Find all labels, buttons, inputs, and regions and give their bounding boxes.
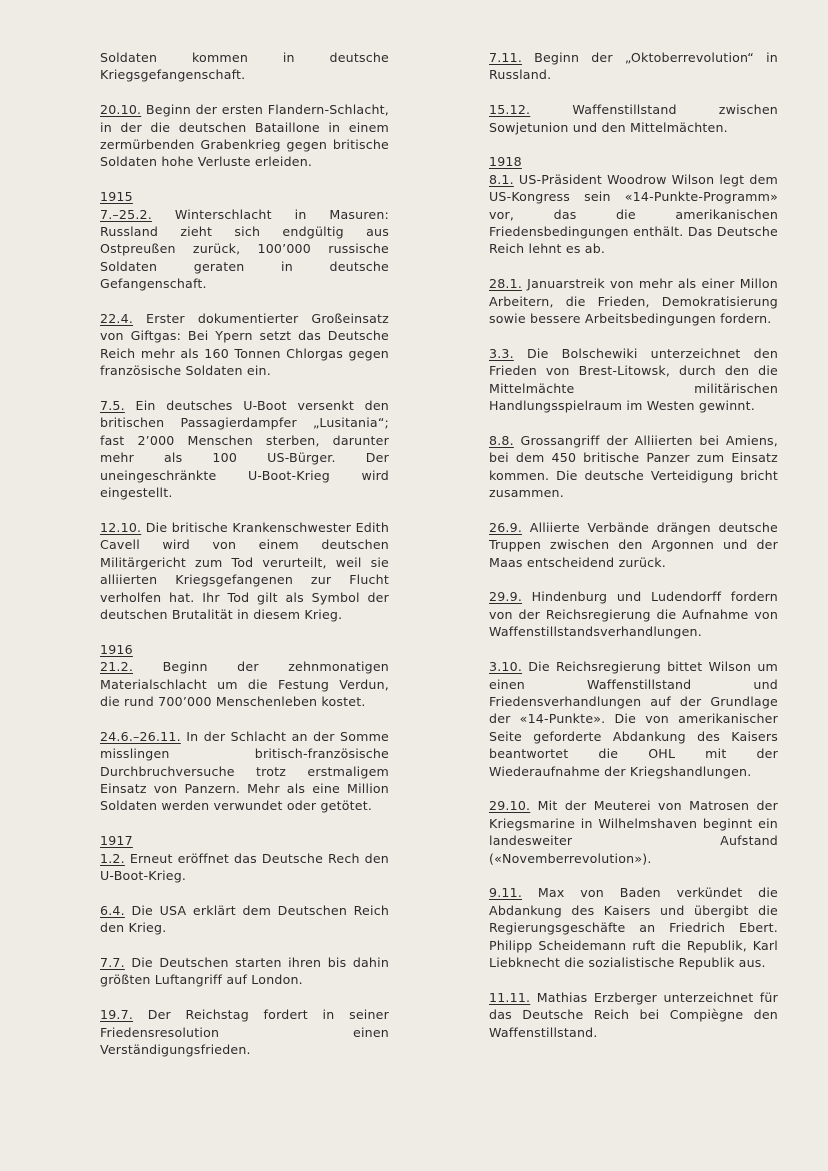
entry-text: Die USA erklärt dem Deutschen Reich den Krieg. [100, 902, 389, 936]
timeline-entry [489, 171, 778, 258]
entry-date: 19.7. [100, 1007, 134, 1023]
entry-text: Winterschlacht in Masuren: Russland zieht sich endgültig aus Ostpreußen zurück, 100’000 russische Soldaten geraten in deutsche Gefangenschaft. [100, 206, 389, 292]
entry-date: 15.12. [489, 102, 531, 118]
entry-text: Soldaten kommen in deutsche Kriegsgefangenschaft. [100, 50, 389, 83]
entry-date: 7.11. [489, 50, 523, 65]
entry-date: 8.8. [489, 432, 514, 448]
year-heading: 1918 [489, 154, 522, 170]
timeline-entry [489, 989, 778, 1041]
timeline-entry [100, 397, 389, 501]
entry-text: Waffenstillstand zwischen Sowjetunion und den Mittelmächten. [489, 102, 778, 135]
entry-text: Grossangriff der Alliierten bei Amiens, bei dem 450 britische Panzer zum Einsatz kommen. Die deutsche Verteidigung bricht zusammen. [489, 432, 778, 501]
year-heading: 1917 [100, 833, 133, 849]
right-column [489, 49, 778, 1058]
timeline-entry [100, 49, 389, 84]
timeline-entry [489, 884, 778, 971]
entry-date: 22.4. [100, 311, 134, 327]
timeline-block [100, 188, 389, 623]
year-heading: 1915 [100, 189, 133, 205]
entry-date: 7.7. [100, 954, 125, 970]
timeline-entry [100, 310, 389, 380]
timeline-entry [489, 588, 778, 640]
entry-date: 21.2. [100, 659, 134, 675]
timeline-entry [100, 1006, 389, 1058]
entry-text: Ein deutsches U-Boot versenkt den britischen Passagierdampfer „Lusitania“; fast 2’000 Menschen sterben, darunter mehr als 100 US-Bürger. Der uneingeschränkte U-Boot-Krieg wird eingestellt. [100, 398, 389, 501]
entry-text: Mit der Meuterei von Matrosen der Kriegsmarine in Wilhelmshaven beginnt ein landesweiter Aufstand («Novemberrevolution»). [489, 798, 778, 866]
timeline-entry [489, 519, 778, 571]
entry-text: Erster dokumentierter Großeinsatz von Giftgas: Bei Ypern setzt das Deutsche Reich mehr als 160 Tonnen Chlorgas gegen französische Soldaten ein. [100, 311, 389, 379]
entry-text: Hindenburg und Ludendorff fordern von der Reichsregierung die Aufnahme von Waffenstillstandsverhandlungen. [489, 589, 778, 640]
entry-date: 28.1. [489, 276, 523, 292]
entry-text: Beginn der zehnmonatigen Materialschlacht um die Festung Verdun, die rund 700’000 Menschenleben kostet. [100, 659, 389, 709]
entry-text: US-Präsident Woodrow Wilson legt dem US-Kongress sein «14-Punkte-Programm» vor, das die amerikanischen Friedensbedingungen enthält. Das Deutsche Reich lehnt es ab. [489, 171, 778, 257]
timeline-entry [100, 850, 389, 885]
timeline-entry [100, 519, 389, 623]
timeline-entry [489, 49, 778, 84]
entry-text: Die britische Krankenschwester Edith Cavell wird von einem deutschen Militärgericht zum Tod verurteilt, weil sie alliierten Kriegsgefangenen zur Flucht verholfen hat. Ihr Tod gilt als Symbol der deutschen Brutalität in diesem Krieg. [100, 519, 389, 622]
timeline-entry [100, 206, 389, 293]
entry-date: 3.10. [489, 659, 523, 675]
entry-text: Mathias Erzberger unterzeichnet für das Deutsche Reich bei Compiègne den Waffenstillstand. [489, 989, 778, 1040]
timeline-entry [100, 658, 389, 710]
entry-date: 26.9. [489, 519, 523, 535]
entry-date: 7.5. [100, 398, 125, 414]
timeline-block [489, 49, 778, 136]
timeline-entry [489, 345, 778, 415]
entry-text: Der Reichstag fordert in seiner Friedensresolution einen Verständigungsfrieden. [100, 1007, 389, 1057]
entry-date: 1.2. [100, 850, 125, 866]
entry-date: 11.11. [489, 989, 531, 1005]
timeline-entry [100, 902, 389, 937]
entry-text: Januarstreik von mehr als einer Millon Arbeitern, die Frieden, Demokratisierung sowie bessere Arbeitsbedingungen fordern. [489, 276, 778, 327]
timeline-entry [100, 728, 389, 815]
entry-text: Erneut eröffnet das Deutsche Rech den U-Boot-Krieg. [100, 850, 389, 883]
entry-date: 29.10. [489, 798, 531, 814]
timeline-entry [100, 101, 389, 171]
timeline-entry [489, 658, 778, 780]
entry-date: 24.6.–26.11. [100, 728, 181, 744]
timeline-block [489, 153, 778, 1041]
entry-text: Die Reichsregierung bittet Wilson um einen Waffenstillstand und Friedensverhandlungen auf der Grundlage der «14-Punkte». Die von amerikanischer Seite geforderte Abdankung des Kaisers beantwortet die OHL mit der Wiederaufnahme der Kriegshandlungen. [489, 659, 778, 779]
timeline-entry [489, 101, 778, 136]
left-column [100, 49, 389, 1076]
entry-date: 9.11. [489, 885, 523, 901]
entry-text: Die Bolschewiki unterzeichnet den Frieden von Brest-Litowsk, durch den die Mittelmächte militärischen Handlungsspielraum im Westen gewinnt. [489, 345, 778, 414]
entry-text: In der Schlacht an der Somme misslingen britisch-französische Durchbruchversuche trotz erstmaligem Einsatz von Panzern. Mehr als eine Million Soldaten werden verwundet oder getötet. [100, 728, 389, 814]
year-heading: 1916 [100, 641, 133, 657]
entry-date: 3.3. [489, 345, 514, 361]
timeline-entry [100, 954, 389, 989]
entry-date: 12.10. [100, 519, 142, 535]
timeline-entry [489, 432, 778, 502]
timeline-block [100, 641, 389, 815]
entry-date: 29.9. [489, 589, 523, 605]
timeline-entry [489, 275, 778, 327]
entry-date: 6.4. [100, 902, 125, 918]
entry-text: Beginn der ersten Flandern-Schlacht, in der die deutschen Bataillone in einem zermürbenden Grabenkrieg gegen britische Soldaten hohe Verluste erleiden. [100, 102, 389, 170]
entry-date: 7.–25.2. [100, 206, 152, 222]
entry-date: 8.1. [489, 171, 514, 187]
entry-text: Die Deutschen starten ihren bis dahin größten Luftangriff auf London. [100, 954, 389, 988]
timeline-block [100, 832, 389, 1058]
entry-text: Alliierte Verbände drängen deutsche Truppen zwischen den Argonnen und der Maas entscheidend zurück. [489, 519, 778, 570]
entry-date: 20.10. [100, 102, 142, 118]
timeline-block [100, 49, 389, 171]
entry-text: Max von Baden verkündet die Abdankung des Kaisers und übergibt die Regierungsgeschäfte an Friedrich Ebert. Philipp Scheidemann ruft die Republik, Karl Liebknecht die sozialistische Republik aus. [489, 885, 778, 970]
entry-text: Beginn der „Oktoberrevolution“ in Russland. [489, 50, 778, 83]
timeline-entry [489, 797, 778, 867]
